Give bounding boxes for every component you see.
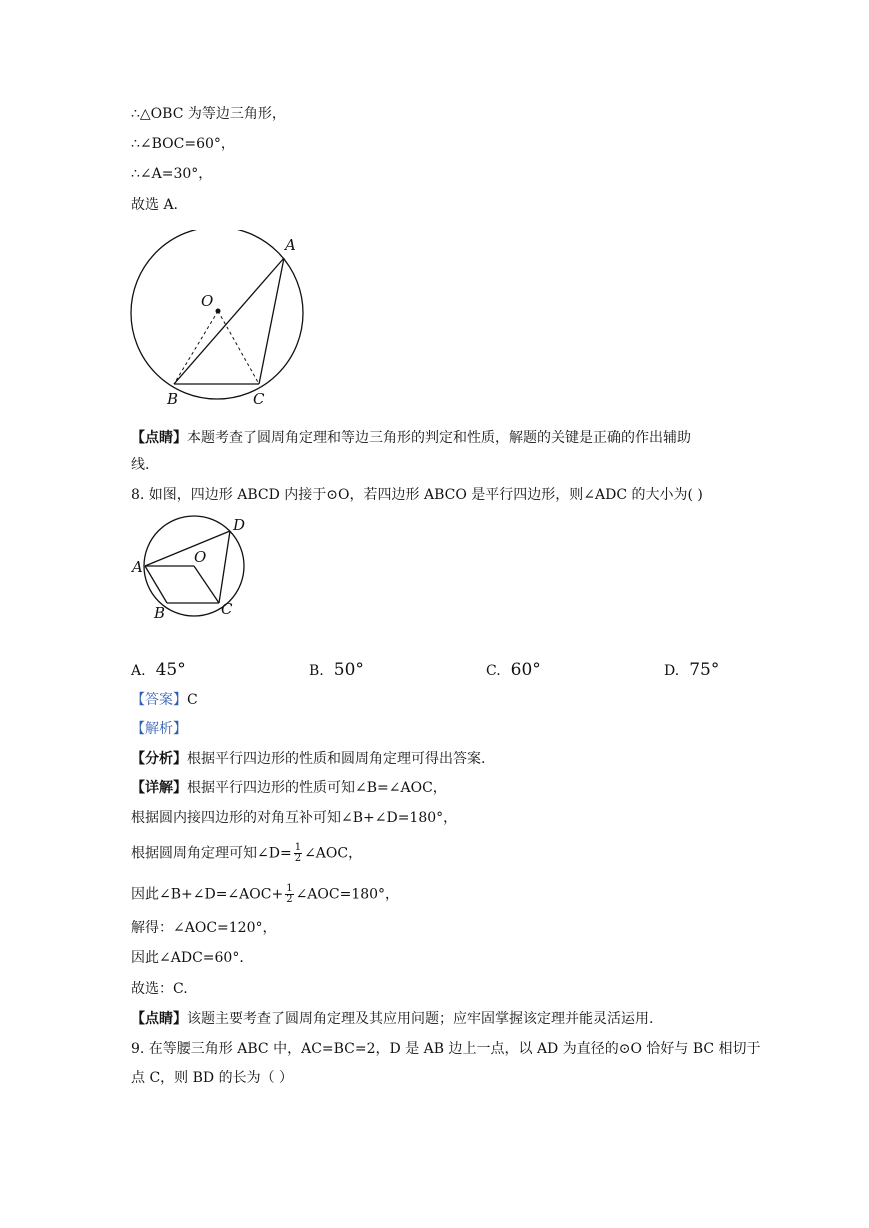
label-o: O: [194, 548, 207, 566]
solution-step-5: 解得：∠AOC=120°，: [131, 920, 277, 936]
figure-circle-triangle: [125, 230, 315, 410]
segment-ab: [145, 566, 167, 603]
comment-text: 本题考查了圆周角定理和等边三角形的判定和性质，解题的关键是正确的作出辅助: [187, 430, 691, 446]
solution-step-2: 根据圆内接四边形的对角互补可知∠B+∠D=180°，: [131, 810, 458, 826]
q8-stem: 8. 如图，四边形 ABCD 内接于⊙O，若四边形 ABCO 是平行四边形，则∠ADC 的大小为( ): [131, 487, 703, 503]
comment-line-2: 线.: [131, 457, 150, 473]
label-a: A: [285, 236, 296, 254]
fenxi-line: 【分析】根据平行四边形的性质和圆周角定理可得出答案.: [131, 751, 486, 767]
label-b: B: [154, 604, 166, 622]
segment-ab: [174, 258, 284, 384]
segment-ob-dashed: [174, 311, 218, 384]
circle-o: [131, 230, 303, 399]
label-d: D: [233, 516, 246, 534]
segment-oc: [194, 566, 219, 603]
answer-value: C: [187, 692, 198, 708]
proof-line-3: ∴∠A=30°，: [131, 166, 213, 182]
xiangjie-line: 【详解】根据平行四边形的性质可知∠B=∠AOC，: [131, 780, 447, 796]
q9-stem-line-2: 点 C，则 BD 的长为（ ）: [131, 1070, 294, 1086]
option-c: C. 60°: [486, 660, 541, 680]
solution-step-3: 根据圆周角定理可知∠D= $\frac{1}{2}$ ∠AOC，: [131, 842, 363, 864]
solution-step-6: 因此∠ADC=60°．: [131, 950, 254, 966]
label-b: B: [167, 390, 179, 408]
answer-line: [131, 690, 198, 710]
fraction-half: $\frac{1}{2}$: [286, 883, 293, 905]
label-a: A: [132, 558, 143, 576]
answer-tag: 【答案】: [131, 692, 187, 708]
comment-line-1: [131, 428, 691, 448]
segment-ad: [145, 531, 230, 566]
label-c: C: [253, 390, 265, 408]
segment-dc: [219, 531, 230, 603]
comment-line: 【点睛】该题主要考查了圆周角定理及其应用问题；应牢固掌握该定理并能灵活运用.: [131, 1011, 654, 1027]
figure-quadrilateral: [130, 512, 250, 624]
option-b: B. 50°: [309, 660, 364, 680]
analysis-tag: 【解析】: [131, 721, 187, 737]
label-c: C: [221, 600, 233, 618]
center-dot: [216, 309, 221, 314]
solution-step-7: 故选：C.: [131, 981, 188, 997]
option-a: A. 45°: [131, 660, 186, 680]
label-o: O: [201, 292, 214, 310]
proof-line-4: 故选 A.: [131, 197, 179, 213]
option-d: D. 75°: [664, 660, 720, 680]
segment-oc-dashed: [218, 311, 259, 384]
solution-step-4: 因此∠B+∠D=∠AOC+ $\frac{1}{2}$ ∠AOC=180°，: [131, 883, 400, 905]
proof-line-1: ∴△OBC 为等边三角形，: [131, 106, 286, 122]
proof-line-2: ∴∠BOC=60°，: [131, 136, 235, 152]
segment-ac: [259, 258, 284, 384]
q9-stem-line-1: 9. 在等腰三角形 ABC 中，AC=BC=2，D 是 AB 边上一点，以 AD 为直径的⊙O 恰好与 BC 相切于: [131, 1041, 761, 1057]
fraction-half: $\frac{1}{2}$: [294, 842, 302, 864]
comment-tag: 【点睛】: [131, 430, 187, 446]
